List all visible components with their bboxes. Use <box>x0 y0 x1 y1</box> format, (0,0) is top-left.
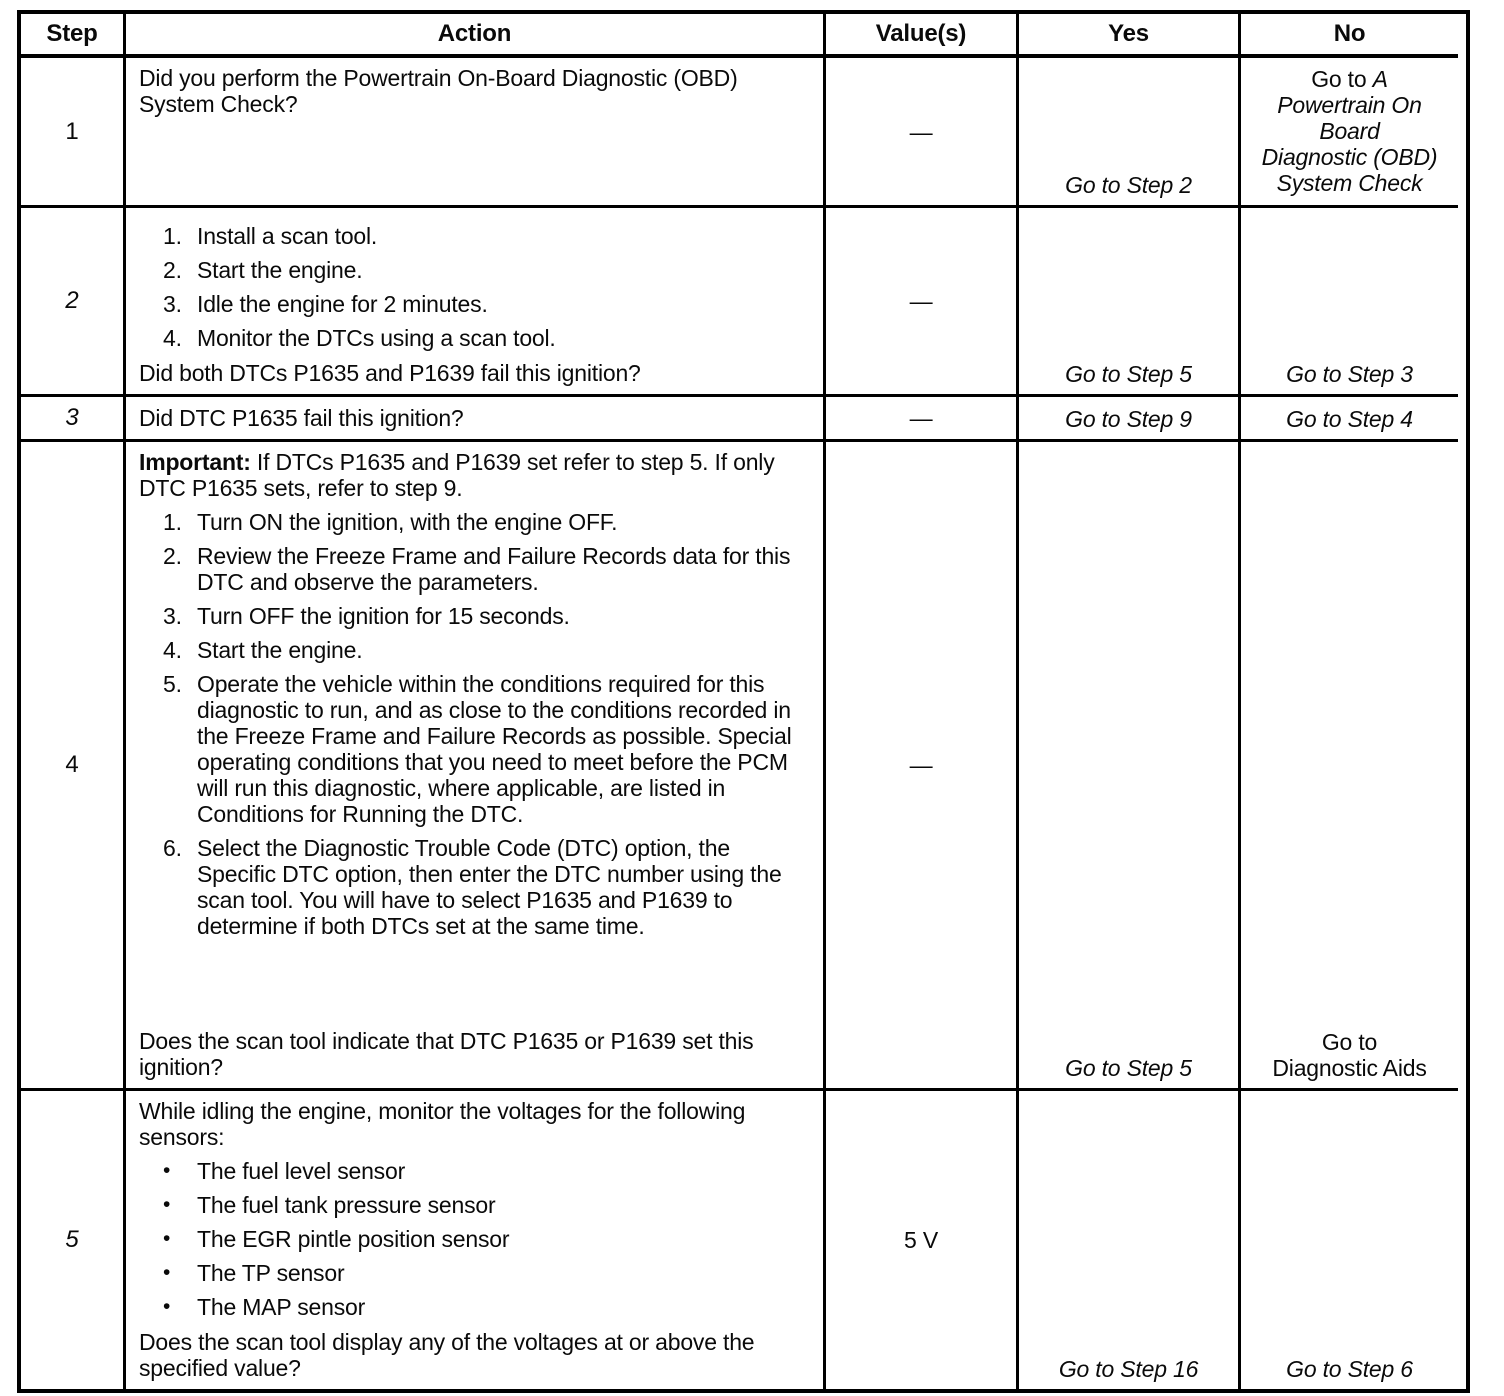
row5-bullet-4 <box>163 1260 813 1286</box>
row1-step: 1 <box>21 58 126 208</box>
diagnostic-table <box>17 10 1470 1393</box>
row5-bullet-3 <box>163 1226 813 1252</box>
row5-step: 5 <box>21 1091 126 1389</box>
row2-item-3-text: Idle the engine for 2 minutes. <box>197 291 488 317</box>
row4-item-1-text: Turn ON the ignition, with the engine OFF. <box>197 509 618 535</box>
row5-bullet-1-text: The fuel level sensor <box>197 1158 406 1184</box>
row4-marker-4: 4. <box>163 637 182 663</box>
row4-item-2-text: Review the Freeze Frame and Failure Records data for this DTC and observe the parameters. <box>197 543 791 595</box>
row4-list-item-6 <box>163 835 813 939</box>
row4-yes <box>1019 442 1241 1091</box>
row1-no-line5: System Check <box>1276 169 1423 196</box>
row2-value-dash: — <box>909 288 933 314</box>
bullet-icon: • <box>163 1295 171 1318</box>
row4-question: Does the scan tool indicate that DTC P1635 or P1639 set this ignition? <box>139 1028 754 1080</box>
row5-no-goto: Go to Step 6 <box>1286 1356 1413 1382</box>
header-yes: Yes <box>1019 14 1241 58</box>
row4-list-item-1 <box>163 509 813 535</box>
row2-question: Did both DTCs P1635 and P1639 fail this ignition? <box>139 360 641 386</box>
row5-bullet-5 <box>163 1294 813 1320</box>
row3-value <box>826 397 1019 442</box>
row2-marker-3: 3. <box>163 291 182 317</box>
row4-marker-5: 5. <box>163 671 182 697</box>
row4-item-6-text: Select the Diagnostic Trouble Code (DTC) option, the Specific DTC option, then enter the DTC number using the scan tool. You will have to select P1635 and P1639 to determine if both DTCs set at the same time. <box>197 835 782 939</box>
row4-item-4-text: Start the engine. <box>197 637 363 663</box>
row4-important <box>139 449 813 501</box>
row5-bullet-4-text: The TP sensor <box>197 1260 345 1286</box>
row5-bullet-1 <box>163 1158 813 1184</box>
row5-question: Does the scan tool display any of the voltages at or above the specified value? <box>139 1329 755 1381</box>
header-values: Value(s) <box>826 14 1019 58</box>
row1-no <box>1241 58 1458 208</box>
row2-value <box>826 208 1019 397</box>
row4-important-text: If DTCs P1635 and P1639 set refer to step 5. If only DTC P1635 sets, refer to step 9. <box>139 449 775 501</box>
row1-action-text: Did you perform the Powertrain On-Board Diagnostic (OBD) System Check? <box>139 65 738 117</box>
row4-marker-3: 3. <box>163 603 182 629</box>
row2-list-item-4 <box>163 325 813 351</box>
row3-yes <box>1019 397 1241 442</box>
row2-list-item-3 <box>163 291 813 317</box>
row4-marker-2: 2. <box>163 543 182 569</box>
row3-yes-goto: Go to Step 9 <box>1065 406 1192 432</box>
row4-marker-6: 6. <box>163 835 182 861</box>
row2-yes-goto: Go to Step 5 <box>1065 361 1192 387</box>
row1-no-line2: Powertrain On <box>1277 91 1422 118</box>
bullet-icon: • <box>163 1193 171 1216</box>
row2-yes <box>1019 208 1241 397</box>
row1-yes <box>1019 58 1241 208</box>
header-action: Action <box>126 14 826 58</box>
row1-no-prefix: Go to <box>1311 65 1373 92</box>
row2-list-item-1 <box>163 223 813 249</box>
row5-bullet-2-text: The fuel tank pressure sensor <box>197 1192 496 1218</box>
bullet-icon: • <box>163 1159 171 1182</box>
row4-list-item-4 <box>163 637 813 663</box>
row4-important-label: Important: <box>139 449 251 475</box>
row3-question: Did DTC P1635 fail this ignition? <box>139 405 464 431</box>
row5-bullet-2 <box>163 1192 813 1218</box>
row4-action <box>126 442 826 1091</box>
row3-no-goto: Go to Step 4 <box>1286 406 1413 432</box>
row3-action <box>126 397 826 442</box>
bullet-icon: • <box>163 1227 171 1250</box>
row4-no-line1: Go to <box>1321 1029 1378 1055</box>
header-no: No <box>1241 14 1458 58</box>
row2-marker-1: 1. <box>163 223 182 249</box>
row4-item-5-text: Operate the vehicle within the conditions required for this diagnostic to run, and as close to the conditions recorded in the Freeze Frame and Failure Records as possible. Special operating conditions that you need to meet before the PCM will run this diagnostic, where applicable, are listed in Conditions for Running the DTC. <box>197 671 792 827</box>
row4-no <box>1241 442 1458 1091</box>
row2-marker-4: 4. <box>163 325 182 351</box>
row1-no-line1 <box>1311 66 1388 92</box>
row2-item-2-text: Start the engine. <box>197 257 363 283</box>
row2-marker-2: 2. <box>163 257 182 283</box>
row5-bullet-5-text: The MAP sensor <box>197 1294 366 1320</box>
row2-no <box>1241 208 1458 397</box>
row1-no-line4: Diagnostic (OBD) <box>1261 143 1438 170</box>
row2-step: 2 <box>21 208 126 397</box>
row2-no-goto: Go to Step 3 <box>1286 361 1413 387</box>
row5-action <box>126 1091 826 1389</box>
row4-yes-goto: Go to Step 5 <box>1065 1055 1192 1081</box>
row4-list-item-5 <box>163 671 813 827</box>
row5-value-text: 5 V <box>904 1227 938 1253</box>
row2-action <box>126 208 826 397</box>
row1-value <box>826 58 1019 208</box>
row2-item-1-text: Install a scan tool. <box>197 223 378 249</box>
row1-no-title-a: A <box>1372 65 1388 92</box>
row4-list-item-2 <box>163 543 813 595</box>
row5-yes-goto: Go to Step 16 <box>1058 1356 1199 1382</box>
row5-yes <box>1019 1091 1241 1389</box>
bullet-icon: • <box>163 1261 171 1284</box>
row3-step: 3 <box>21 397 126 442</box>
row4-list-item-3 <box>163 603 813 629</box>
row1-no-line3: Board <box>1319 117 1380 144</box>
row1-yes-goto: Go to Step 2 <box>1065 172 1192 198</box>
row2-list-item-2 <box>163 257 813 283</box>
row5-value <box>826 1091 1019 1389</box>
row4-no-line2: Diagnostic Aids <box>1272 1055 1427 1081</box>
row3-value-dash: — <box>909 405 933 431</box>
row1-value-dash: — <box>909 118 933 145</box>
row5-bullet-3-text: The EGR pintle position sensor <box>197 1226 510 1252</box>
header-step: Step <box>21 14 126 58</box>
row5-no <box>1241 1091 1458 1389</box>
row5-intro: While idling the engine, monitor the voltages for the following sensors: <box>139 1098 746 1150</box>
row1-action <box>126 58 826 208</box>
row2-item-4-text: Monitor the DTCs using a scan tool. <box>197 325 556 351</box>
row3-no <box>1241 397 1458 442</box>
row4-value <box>826 442 1019 1091</box>
row4-value-dash: — <box>909 752 933 778</box>
row4-marker-1: 1. <box>163 509 182 535</box>
row4-item-3-text: Turn OFF the ignition for 15 seconds. <box>197 603 570 629</box>
row4-step: 4 <box>21 442 126 1091</box>
